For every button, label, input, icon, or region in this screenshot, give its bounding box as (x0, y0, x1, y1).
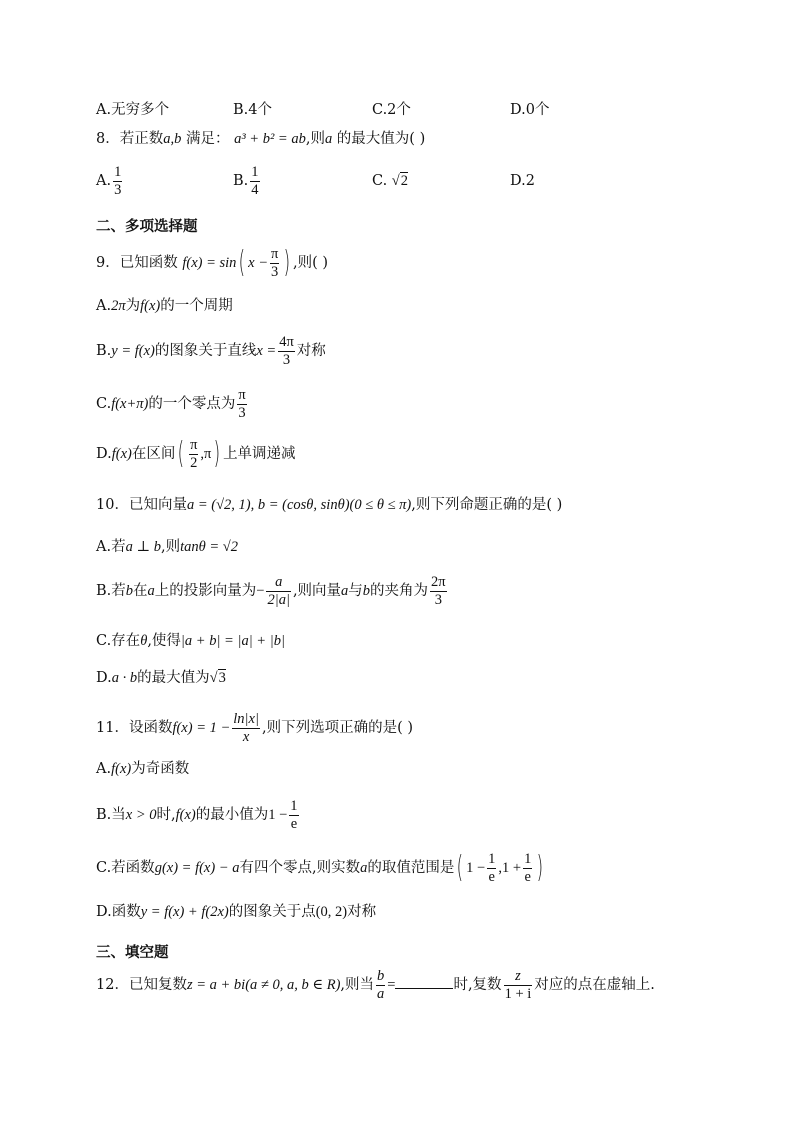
q11-d-pre: D.函数 (96, 904, 141, 920)
q10-c-math: |a + b| = |a| + |b| (180, 633, 285, 649)
q9-option-d: D.f(x)在区间( $\frac{\pi}{2}$ ,π) 上单调递减 (96, 436, 296, 472)
answer-blank[interactable] (395, 976, 453, 989)
q10-stem-pre: 10．已知向量 (96, 497, 187, 513)
q9-option-c (96, 387, 249, 421)
q11-b-func: f(x) (175, 807, 196, 824)
q10-c-theta: θ (140, 633, 148, 649)
q11-b-mid: 时, (156, 807, 176, 824)
q8-c-val: 2 (400, 173, 409, 189)
q12-d2: 1 + i (504, 985, 532, 1002)
q11-stem-pre: 11．设函数 (96, 720, 173, 737)
q11-c-r2: ,1 + (498, 860, 522, 877)
q11-c-r1: 1 − (466, 860, 486, 877)
q9-d-den: 2 (190, 454, 198, 471)
q9-b-pre: B. (96, 343, 112, 360)
q11-func: f(x) = 1 − (172, 720, 231, 737)
q11-c-mid2: 的取值范围是 (367, 860, 455, 877)
q12-den: a (377, 985, 385, 1002)
q8-vars: a,b (163, 131, 182, 147)
q10-c-pre: C.存在 (96, 633, 141, 649)
q11-b-mid2: 的最小值为 (195, 807, 269, 824)
q11-option-a (96, 762, 189, 777)
q9-stem: 9．已知函数 f(x) = sin( x − $\frac{\pi}{3}$ ) ,则( ) (96, 245, 329, 281)
q11-d-mid: 的图象关于点 (228, 904, 316, 920)
q9-d-post: 上单调递减 (223, 446, 296, 463)
q7-option-c: C.2个 (372, 102, 411, 118)
q11-c-n1: 1 (488, 851, 496, 867)
q9-d-pre: D. (96, 446, 112, 463)
q10-a-pre: A.若 (96, 539, 126, 555)
q10-d-mid: 的最大值为 (137, 670, 210, 686)
q9-b-x: x = (256, 343, 277, 360)
q11-option-b (96, 798, 301, 832)
q9-c-mid: 的一个零点为 (148, 396, 236, 413)
q10-b-mid: 在 (133, 583, 148, 600)
q10-b-mid3: ,则向量 (292, 583, 342, 600)
q11-d-math: y = f(x) + f(2x) (140, 904, 229, 920)
q9-c-num: π (238, 387, 246, 403)
q11-b-cond: x > 0 (125, 807, 157, 824)
q10-d-math: a · b (111, 670, 138, 686)
q11-b-pre: B.当 (96, 807, 126, 824)
q8-a-label: A. (96, 173, 112, 190)
q9-b-math: y = f(x) (111, 343, 155, 360)
q9-d-num: π (190, 437, 198, 453)
q8-b-num: 1 (251, 164, 259, 180)
q9-c-pre: C. (96, 396, 112, 413)
q10-option-b: B.若b在a上的投影向量为− $\frac{a}{2|a|}$ ,则向量a与b的夹角为 $\frac{2\pi}{3}$ (96, 574, 446, 608)
q12-mid2: 时,复数 (453, 977, 502, 994)
section-heading-fill-in: 三、填空题 (96, 945, 169, 961)
q10-b-mid5: 的夹角为 (370, 583, 429, 600)
q9-d-tail: ,π (200, 446, 212, 463)
q8-stem-pre: 8．若正数 (96, 131, 164, 147)
q8-a-den: 3 (114, 181, 122, 198)
q12-z-def: z = a + bi(a ≠ 0, a, b ∈ R) (186, 977, 341, 994)
q10-b-den: 2|a| (267, 591, 290, 608)
q10-b-fnum: 2π (431, 574, 446, 590)
q9-den: 3 (271, 263, 279, 280)
q9-a-func: f(x) (140, 298, 161, 314)
q10-def: a = (√2, 1), b = (cosθ, sinθ)(0 ≤ θ ≤ π) (186, 497, 412, 513)
q11-num: ln|x| (233, 711, 259, 727)
q12-stem-pre: 12．已知复数 (96, 977, 187, 994)
q8-a-num: 1 (114, 164, 122, 180)
q10-b-pre: B.若 (96, 583, 126, 600)
q9-a-post: 的一个周期 (160, 298, 233, 314)
q10-d-val: 3 (218, 670, 226, 686)
q11-option-d (96, 905, 376, 920)
q11-c-mid: 有四个零点,则实数 (239, 860, 361, 877)
q11-c-n2: 1 (524, 851, 532, 867)
q8-c-label: C. (372, 173, 388, 189)
q10-b-a: a (147, 583, 155, 600)
q9-b-post: 对称 (296, 343, 326, 360)
q8-stem (96, 132, 425, 147)
q8-stem-post: 的最大值为( ) (332, 131, 426, 147)
q9-b-den: 3 (282, 351, 291, 368)
q10-option-a (96, 540, 238, 555)
q10-stem (96, 498, 562, 513)
q10-a-res: tanθ = √2 (180, 539, 238, 555)
q9-b-num: 4π (279, 334, 294, 350)
q11-b-den: e (290, 815, 298, 832)
q11-stem-post: ,则下列选项正确的是( ) (261, 720, 414, 737)
q10-stem-post: ,则下列命题正确的是( ) (411, 497, 563, 513)
q8-option-d: D.2 (510, 173, 535, 189)
q8-option-b (233, 164, 262, 198)
q9-stem-post: ,则( ) (293, 255, 329, 272)
q11-a-func: f(x) (111, 761, 132, 777)
q9-c-func: f(x+π) (111, 396, 149, 413)
q9-a-math: 2π (111, 298, 126, 314)
q10-b-fden: 3 (434, 591, 442, 608)
q10-d-pre: D. (96, 670, 112, 686)
q8-b-den: 4 (251, 181, 259, 198)
q11-den: x (242, 728, 250, 745)
q9-b-mid: 的图象关于直线 (154, 343, 257, 360)
q11-d-pt: (0, 2) (315, 904, 348, 920)
q11-c-d1: e (488, 868, 495, 885)
q10-a-mid: ,则 (160, 539, 181, 555)
q8-stem-mid: 满足： (181, 131, 230, 147)
q9-num: π (271, 246, 279, 262)
q8-condition: a³ + b² = ab (234, 131, 306, 147)
q7-option-a: A.无穷多个 (96, 102, 170, 118)
q11-c-d2: e (524, 868, 531, 885)
q12-num: b (377, 968, 385, 984)
q8-option-a (96, 164, 124, 198)
q11-a-pre: A. (96, 761, 112, 777)
q11-c-math: g(x) = f(x) − a (154, 860, 240, 877)
q9-d-func: f(x) (111, 446, 132, 463)
q12-post: 对应的点在虚轴上. (534, 977, 655, 994)
q10-b-a2: a (341, 583, 349, 600)
q10-b-num: a (266, 574, 290, 592)
q7-option-b: B.4个 (233, 102, 272, 118)
q9-option-a (96, 299, 233, 314)
q12-eq: = (387, 977, 396, 994)
q9-arg: x − (248, 255, 268, 272)
q10-option-c (96, 634, 285, 649)
q11-option-c: C.若函数g(x) = f(x) − a有四个零点,则实数a的取值范围是( 1 − $\frac{1}{e}$ ,1 + $\frac{1}{e}$ ) (96, 850, 544, 886)
q10-a-math: a ⊥ b (125, 539, 161, 555)
q9-c-den: 3 (238, 404, 246, 421)
q9-stem-pre: 9．已知函数 (96, 255, 178, 272)
q11-stem (96, 711, 413, 745)
q10-b-mid4: 与 (348, 583, 363, 600)
q8-b-label: B. (233, 173, 249, 190)
q8-var-a: a (324, 131, 333, 147)
q9-d-mid: 在区间 (131, 446, 176, 463)
q10-option-d: D.a · b的最大值为√3 (96, 670, 226, 686)
q8-option-c: C. √2 (372, 173, 409, 189)
section-heading-multiple-choice: 二、多项选择题 (96, 219, 198, 235)
q11-d-post: 对称 (347, 904, 377, 920)
q9-func: f(x) = sin (182, 255, 237, 272)
q11-c-pre: C.若函数 (96, 860, 155, 877)
q12-stem (96, 968, 655, 1002)
q11-b-val: 1 − (268, 807, 288, 824)
q10-b-b: b (125, 583, 134, 600)
q9-a-mid: 为 (125, 298, 141, 314)
q11-b-num: 1 (290, 798, 298, 814)
q8-stem-mid2: ,则 (305, 131, 325, 147)
q10-b-mid2: 上的投影向量为 (154, 583, 257, 600)
q9-a-pre: A. (96, 298, 112, 314)
q12-n2: z (504, 968, 533, 986)
q11-a-post: 为奇函数 (131, 761, 190, 777)
q10-b-b2: b (362, 583, 371, 600)
q9-option-b (96, 334, 326, 368)
q7-option-d: D.0个 (510, 102, 550, 118)
q11-c-a: a (360, 860, 368, 877)
q10-c-mid: ,使得 (147, 633, 181, 649)
q12-mid: ,则当 (340, 977, 375, 994)
